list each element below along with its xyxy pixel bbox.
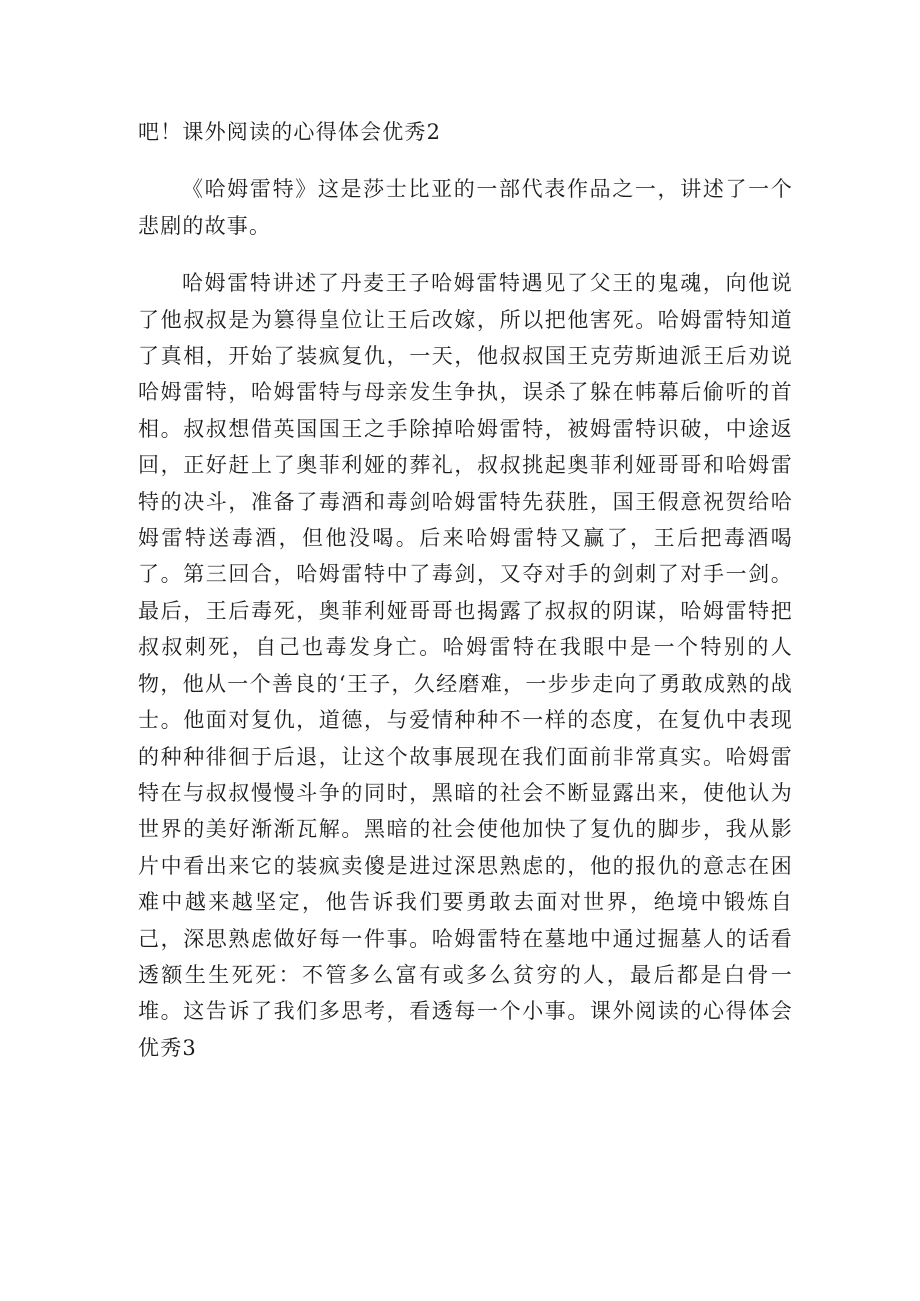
document-body (138, 114, 793, 1066)
paragraph-heading-line: 吧！课外阅读的心得体会优秀2 (138, 120, 442, 144)
paragraph-intro: 《哈姆雷特》这是莎士比亚的一部代表作品之一，讲述了一个悲剧的故事。 (138, 177, 793, 238)
paragraph-main: 哈姆雷特讲述了丹麦王子哈姆雷特遇见了父王的鬼魂，向他说了他叔叔是为篡得皇位让王后改嫁，所以把他害死。哈姆雷特知道了真相，开始了装疯复仇，一天，他叔叔国王克劳斯迪派王后劝说哈姆雷特，哈姆雷特与母亲发生争执，误杀了躲在帏幕后偷听的首相。叔叔想借英国国王之手除掉哈姆雷特，被姆雷特识破，中途返回，正好赶上了奥菲利娅的葬礼，叔叔挑起奥菲利娅哥哥和哈姆雷特的决斗，准备了毒酒和毒剑哈姆雷特先获胜，国王假意祝贺给哈姆雷特送毒酒，但他没喝。后来哈姆雷特又赢了，王后把毒酒喝了。第三回合，哈姆雷特中了毒剑，又夺对手的剑刺了对手一剑。最后，王后毒死，奥菲利娅哥哥也揭露了叔叔的阴谋，哈姆雷特把叔叔刺死，自己也毒发身亡。哈姆雷特在我眼中是一个特别的人物，他从一个善良的‘王子，久经磨难，一步步走向了勇敢成熟的战士。他面对复仇，道德，与爱情种种不一样的态度，在复仇中表现的种种徘徊于后退，让这个故事展现在我们面前非常真实。哈姆雷特在与叔叔慢慢斗争的同时，黑暗的社会不断显露出来，使他认为世界的美好渐渐瓦解。黑暗的社会使他加快了复仇的脚步，我从影片中看出来它的装疯卖傻是进过深思熟虑的，他的报仇的意志在困难中越来越坚定，他告诉我们要勇敢去面对世界，绝境中锻炼自己，深思熟虑做好每一件事。哈姆雷特在墓地中通过掘墓人的话看透额生生死死：不管多么富有或多么贫穷的人，最后都是白骨一堆。这告诉了我们多思考，看透每一个小事。课外阅读的心得体会优秀3 (138, 271, 793, 1060)
